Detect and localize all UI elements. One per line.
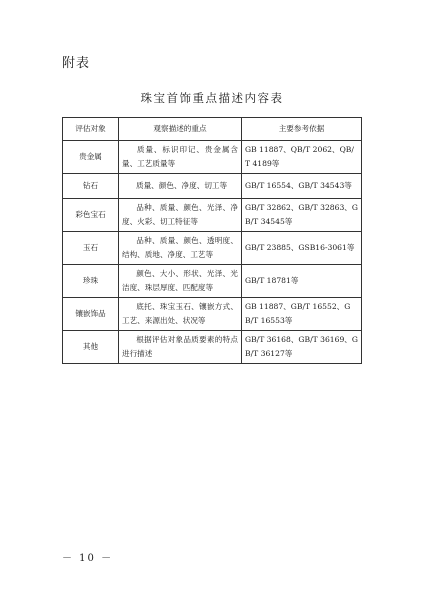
row-focus: [119, 199, 242, 232]
row-focus: [119, 331, 242, 364]
header-reference-basis: 主要参考依据: [242, 118, 362, 141]
table-row: [63, 141, 362, 174]
row-focus: [119, 265, 242, 298]
table-row: [63, 232, 362, 265]
table-header-row: [63, 118, 362, 141]
table-row: [63, 265, 362, 298]
row-focus-text: 品种、质量、颜色、光泽、净度、火彩、切工特征等: [122, 203, 238, 226]
table-row: [63, 298, 362, 331]
row-focus: [119, 141, 242, 174]
table-title: 珠宝首饰重点描述内容表: [140, 91, 284, 105]
row-basis: GB/T 23885、GSB16-3061等: [242, 232, 362, 265]
row-basis: GB 11887、QB/T 2062、QB/T 4189等: [242, 141, 362, 174]
table-row: [63, 199, 362, 232]
row-focus-text: 根据评估对象品质要素的特点进行描述: [122, 335, 238, 358]
row-focus-text: 颜色、大小、形状、光泽、光洁度、珠层厚度、匹配度等: [122, 269, 238, 292]
row-focus-text: 质量、颜色、净度、切工等: [136, 181, 228, 190]
row-basis: GB/T 32862、GB/T 32863、GB/T 34545等: [242, 199, 362, 232]
header-evaluation-object: 评估对象: [63, 118, 119, 141]
row-item-pearl: 珍珠: [63, 265, 119, 298]
row-focus-text: 底托、珠宝玉石、镶嵌方式、工艺、来源出处、状况等: [122, 302, 238, 325]
header-observation-focus: 观察描述的重点: [119, 118, 242, 141]
row-basis: GB/T 18781等: [242, 265, 362, 298]
table-row: [63, 174, 362, 199]
row-item-colored-gemstone: 彩色宝石: [63, 199, 119, 232]
jewelry-description-table: [62, 117, 362, 364]
appendix-label: 附表: [62, 56, 91, 71]
row-focus-text: 品种、质量、颜色、透明度、结构、质地、净度、工艺等: [122, 236, 238, 259]
row-focus: [119, 298, 242, 331]
row-item-inlaid-jewelry: 镶嵌饰品: [63, 298, 119, 331]
table-row: [63, 331, 362, 364]
row-focus-text: 质量、标识印记、贵金属含量、工艺质量等: [122, 145, 238, 168]
row-item-diamond: 钻石: [63, 174, 119, 199]
row-item-jade: 玉石: [63, 232, 119, 265]
row-item-other: 其他: [63, 331, 119, 364]
row-basis: GB/T 36168、GB/T 36169、GB/T 36127等: [242, 331, 362, 364]
row-item-precious-metal: 贵金属: [63, 141, 119, 174]
row-basis: GB 11887、GB/T 16552、GB/T 16553等: [242, 298, 362, 331]
row-focus: [119, 174, 242, 199]
page-number: － 10 －: [62, 553, 114, 564]
row-basis: GB/T 16554、GB/T 34543等: [242, 174, 362, 199]
row-focus: [119, 232, 242, 265]
